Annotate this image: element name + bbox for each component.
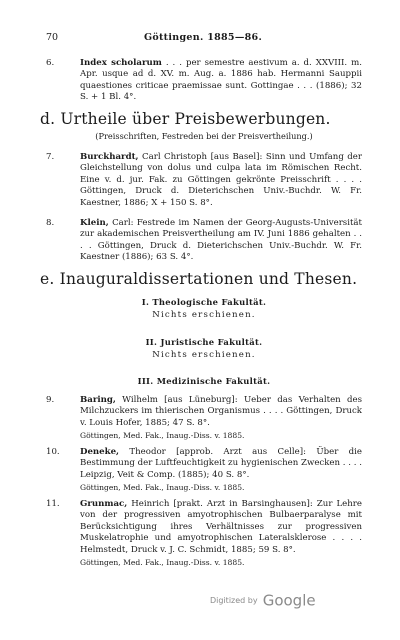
entry-source: Göttingen, Med. Fak., Inaug.-Diss. v. 1885.	[80, 483, 245, 493]
entry-lead: Baring,	[80, 395, 116, 405]
entry-text	[80, 152, 362, 209]
entry-lead: Grunmac,	[80, 499, 128, 509]
entry-11	[46, 499, 362, 568]
entry-body: Theodor [approb. Arzt aus Celle]: Über die Bestimmung der Luftfeuchtigkeit zu hygienischen Zwecken . . . . Leipzig, Veit & Comp. (1885); 40 S. 8°.	[80, 447, 362, 480]
page-number: 70	[46, 32, 59, 43]
entry-text	[80, 58, 362, 104]
entry-body: Carl Christoph [aus Basel]: Sinn und Umfang der Gleichstellung von dolus und culpa lata im Römischen Recht. Eine v. d. jur. Fak. zu Göttingen gekrönte Preisschrift . . . . Göttingen, Druck d. Dieterichschen Univ.-Buchdr. W. Fr. Kaestner, 1886; X + 150 S. 8°.	[80, 152, 362, 208]
entry-text	[80, 447, 362, 494]
entry-source: Göttingen, Med. Fak., Inaug.-Diss. v. 1885.	[80, 558, 245, 568]
entry-body: Heinrich [prakt. Arzt in Barsinghausen]: Zur Lehre von der progressiven amyotrophischen Bulbaerparalyse mit Berücksichtigung ihres Verhältnisses zur progressiven Muskelatrophie und amyotrophischen Lateralsklerose . . . . Helmstedt, Druck v. J. C. Schmidt, 1885; 59 S. 8°.	[80, 499, 362, 555]
entry-10	[46, 447, 362, 494]
watermark-by-text: Digitized by	[210, 596, 258, 605]
entry-number: 10.	[46, 447, 60, 457]
entry-6	[46, 58, 362, 104]
faculty-heading-theology: I. Theologische Fakultät.	[141, 297, 267, 307]
entry-lead: Burckhardt,	[80, 152, 139, 162]
entry-text	[80, 499, 362, 568]
digitized-watermark	[210, 590, 316, 610]
entry-number: 7.	[46, 152, 55, 162]
entry-lead: Deneke,	[80, 447, 120, 457]
entry-9	[46, 395, 362, 442]
entry-body: Wilhelm [aus Lüneburg]: Ueber das Verhalten des Milchzuckers im thierischen Organismus . . . . Göttingen, Druck v. Louis Hofer, 1885; 47 S. 8°.	[80, 395, 362, 428]
entry-source: Göttingen, Med. Fak., Inaug.-Diss. v. 1885.	[80, 431, 245, 441]
entry-8	[46, 218, 362, 264]
entry-number: 6.	[46, 58, 55, 68]
entry-text	[80, 395, 362, 442]
entry-text	[80, 218, 362, 264]
section-heading-e: e. Inauguraldissertationen und Thesen.	[40, 270, 358, 288]
faculty-heading-medicine: III. Medizinische Fakultät.	[137, 376, 271, 386]
faculty-note-law: Nichts erschienen.	[152, 350, 256, 360]
entry-body: . . . per semestre aestivum a. d. XXVIII. m. Apr. usque ad d. XV. m. Aug. a. 1886 hab. Hermanni Sauppii quaestiones criticae praemissae sunt. Gottingae . . . (1886); 32 S. + 1 Bl. 4°.	[80, 58, 362, 103]
entry-lead: Klein,	[80, 218, 109, 228]
entry-number: 11.	[46, 499, 60, 509]
entry-number: 8.	[46, 218, 55, 228]
section-subtitle-d: (Preisschriften, Festreden bei der Preisvertheilung.)	[95, 131, 313, 141]
google-logo-text: Google	[262, 591, 316, 610]
faculty-heading-law: II. Juristische Fakultät.	[145, 337, 263, 347]
section-heading-d: d. Urtheile über Preisbewerbungen.	[40, 110, 331, 128]
entry-number: 9.	[46, 395, 55, 405]
entry-lead: Index scholarum	[80, 58, 162, 68]
faculty-note-theology: Nichts erschienen.	[152, 310, 256, 320]
running-head	[46, 32, 360, 46]
entry-7	[46, 152, 362, 209]
running-title: Göttingen. 1885—86.	[143, 32, 263, 43]
entry-body: Carl: Festrede im Namen der Georg-Augusts-Universität zur akademischen Preisvertheilung am IV. Juni 1886 gehalten . . . . Göttingen, Druck d. Dieterichschen Univ.-Buchdr. W. Fr. Kaestner (1886); 63 S. 4°.	[80, 218, 362, 263]
